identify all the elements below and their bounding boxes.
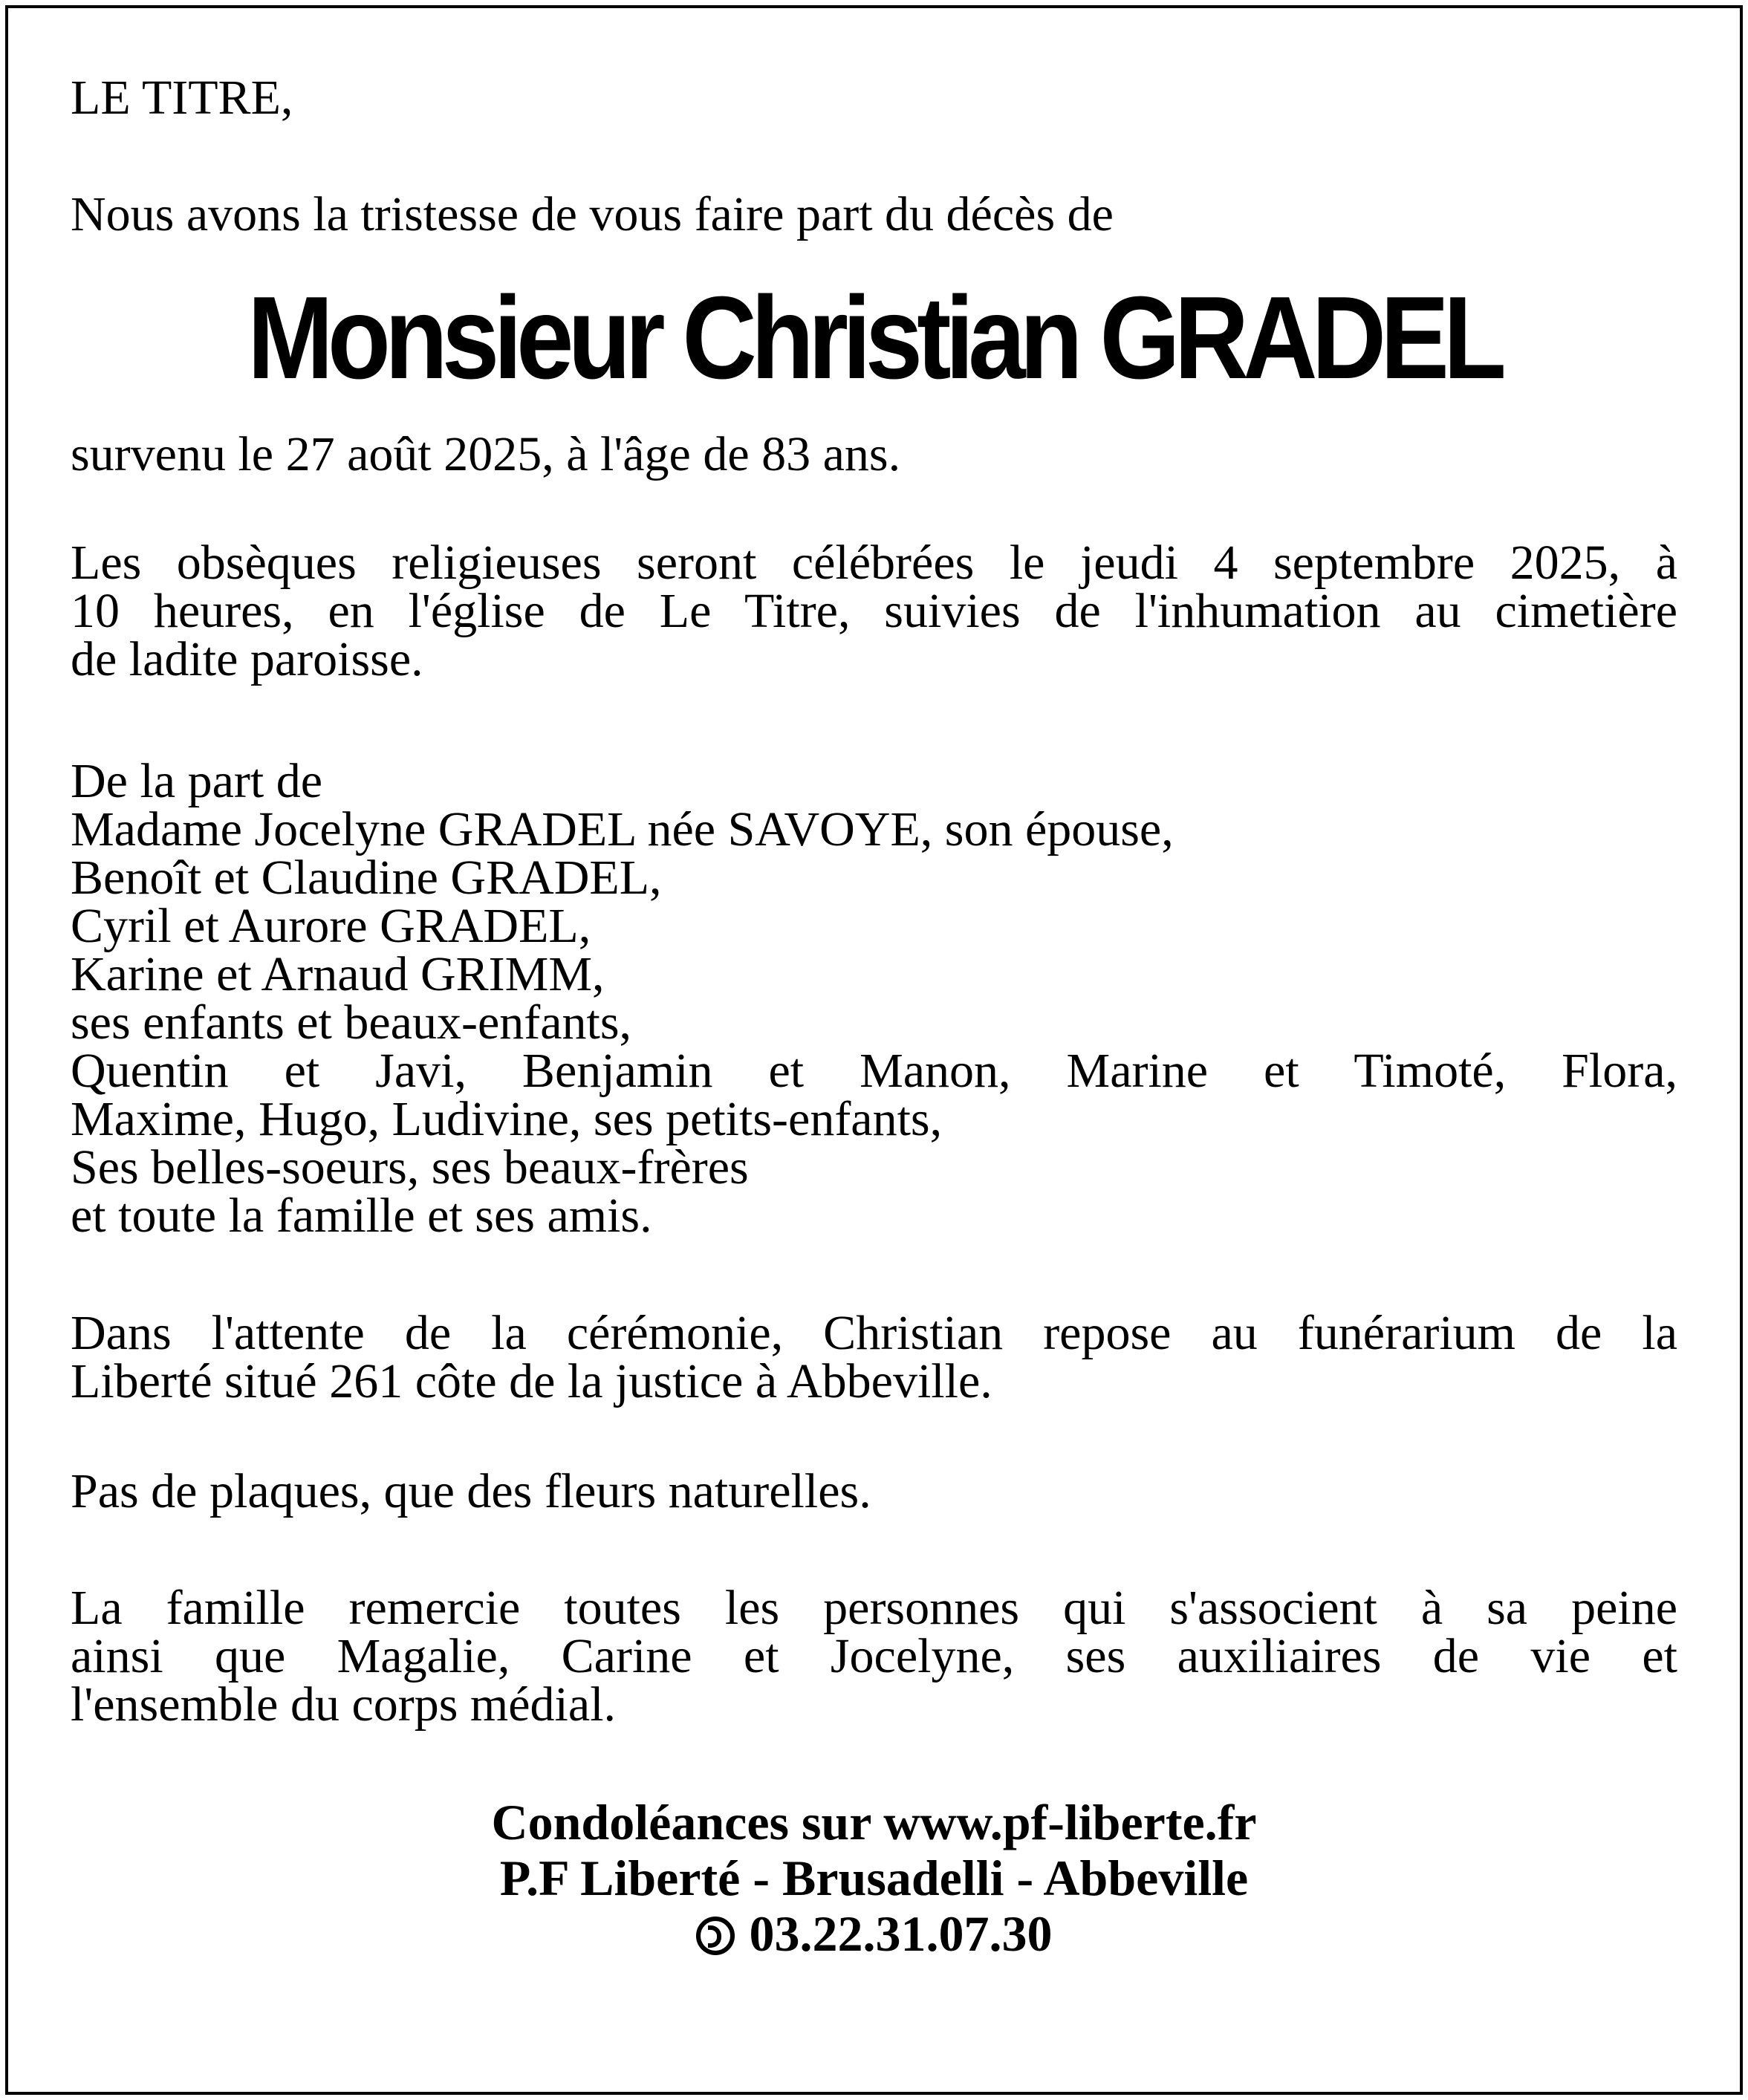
phone-line <box>71 1905 1677 1962</box>
condolences-line: Condoléances sur www.pf-liberte.fr <box>491 1794 1257 1850</box>
intro-text: Nous avons la tristesse de vous faire part du décès de <box>71 187 1114 241</box>
family-line-2: Madame Jocelyne GRADEL née SAVOYE, son épouse, <box>71 802 1174 856</box>
family-line-10: et toute la famille et ses amis. <box>71 1189 652 1243</box>
family-line-7: Quentin et Javi, Benjamin et Manon, Marine et Timoté, Flora, <box>71 1044 1677 1098</box>
funeral-home-line: P.F Liberté - Brusadelli - Abbeville <box>499 1850 1249 1906</box>
rest-line-1: Dans l'attente de la cérémonie, Christian repose au funérarium de la <box>71 1306 1677 1360</box>
phone-icon <box>696 1917 735 1955</box>
funeral-line-1: Les obsèques religieuses seront célébrées le jeudi 4 septembre 2025, à <box>71 536 1677 590</box>
thanks-line-3: l'ensemble du corps médial. <box>71 1677 617 1732</box>
family-line-9: Ses belles-soeurs, ses beaux-frères <box>71 1140 749 1194</box>
deceased-name: Monsieur Christian GRADEL <box>247 273 1501 403</box>
family-line-4: Cyril et Aurore GRADEL, <box>71 899 591 953</box>
funeral-line-3: de ladite paroisse. <box>71 632 423 686</box>
rest-line-2: Liberté situé 261 côte de la justice à Abbeville. <box>71 1354 992 1408</box>
family-line-1: De la part de <box>71 754 322 808</box>
flowers-note: Pas de plaques, que des fleurs naturelles. <box>71 1464 871 1518</box>
death-date-line: survenu le 27 août 2025, à l'âge de 83 ans. <box>71 427 901 481</box>
thanks-line-2: ainsi que Magalie, Carine et Jocelyne, ses auxiliaires de vie et <box>71 1629 1677 1683</box>
family-line-5: Karine et Arnaud GRIMM, <box>71 947 605 1001</box>
family-line-6: ses enfants et beaux-enfants, <box>71 995 632 1050</box>
phone-number: 03.22.31.07.30 <box>749 1905 1053 1962</box>
family-line-3: Benoît et Claudine GRADEL, <box>71 851 662 905</box>
thanks-line-1: La famille remercie toutes les personnes qui s'associent à sa peine <box>71 1581 1677 1635</box>
family-line-8: Maxime, Hugo, Ludivine, ses petits-enfants, <box>71 1092 943 1146</box>
funeral-line-2: 10 heures, en l'église de Le Titre, suivies de l'inhumation au cimetière <box>71 584 1677 638</box>
place-heading: LE TITRE, <box>71 71 293 125</box>
